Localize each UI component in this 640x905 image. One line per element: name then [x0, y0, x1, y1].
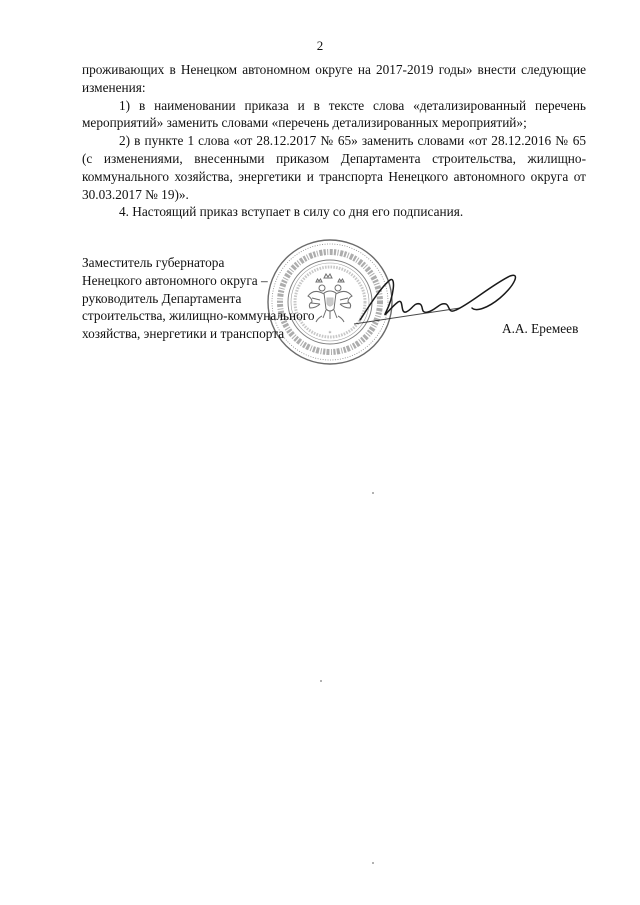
scan-speck — [372, 492, 374, 494]
document-body — [82, 61, 586, 221]
paragraph-item-4: 4. Настоящий приказ вступает в силу со дня его подписания. — [119, 204, 464, 220]
paragraph-item-2: 2) в пункте 1 слова «от 28.12.2017 № 65» заменить словами «от 28.12.2016 № 65 (с изменениями, внесенными приказом Департамента строительства, жилищно-коммунального хозяйства, энергетики и транспорта Ненецкого автономного округа от 30.03.2017 № 19)». — [82, 133, 586, 202]
signature-role-line: хозяйства, энергетики и транспорта — [82, 326, 285, 342]
page-number: 2 — [316, 38, 324, 53]
paragraph-item-1: 1) в наименовании приказа и в тексте слова «детализированный перечень мероприятий» заменить словами «перечень детализированных мероприятий»; — [82, 97, 586, 131]
scan-speck — [372, 862, 374, 864]
paragraph-intro: проживающих в Ненецком автономном округе на 2017-2019 годы» внести следующие изменения: — [82, 62, 586, 95]
signature-role-line: строительства, жилищно-коммунального — [82, 308, 315, 324]
signature-role-line: Заместитель губернатора — [82, 255, 225, 270]
scan-speck — [320, 680, 322, 682]
svg-text:✶: ✶ — [327, 331, 333, 336]
signer-name: А.А. Еремеев — [502, 321, 579, 336]
signature-role-line: Ненецкого автономного округа – — [82, 272, 268, 288]
signature-role-line: руководитель Департамента — [82, 290, 242, 306]
